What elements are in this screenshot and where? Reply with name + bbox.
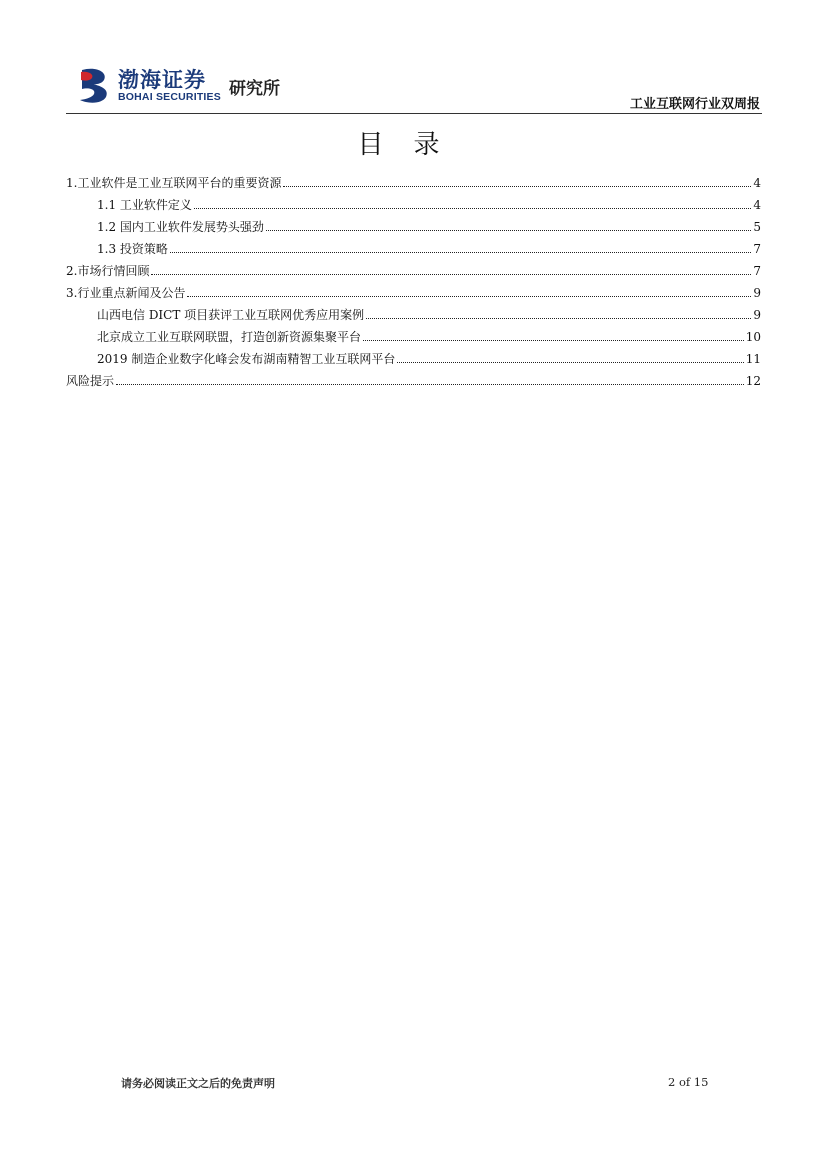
toc-entry[interactable]	[66, 366, 761, 388]
toc-dot-leader	[151, 274, 751, 275]
toc-entry-page: 7	[753, 242, 761, 256]
toc-entry-label: 山西电信 DICT 项目获评工业互联网优秀应用案例	[97, 308, 365, 322]
toc-entry[interactable]	[66, 344, 761, 366]
header-divider	[66, 113, 762, 114]
toc-entry-page: 11	[745, 352, 761, 366]
toc-entry-label: 1.工业软件是工业互联网平台的重要资源	[66, 176, 282, 190]
toc-dot-leader	[283, 186, 751, 187]
toc-entry-page: 12	[745, 374, 761, 388]
toc-entry[interactable]	[66, 256, 761, 278]
toc-entry[interactable]	[66, 234, 761, 256]
toc-entry-label: 2019 制造企业数字化峰会发布湖南精智工业互联网平台	[97, 352, 396, 366]
page-header	[66, 58, 762, 114]
toc-entry[interactable]	[66, 300, 761, 322]
toc-entry-page: 4	[753, 176, 761, 190]
toc-dot-leader	[194, 208, 751, 209]
toc-entry[interactable]	[66, 278, 761, 300]
toc-entry[interactable]	[66, 190, 761, 212]
toc-entry-label: 2.市场行情回顾	[66, 264, 150, 278]
toc-entry-label: 北京成立工业互联网联盟，打造创新资源集聚平台	[97, 330, 362, 344]
toc-dot-leader	[366, 318, 751, 319]
footer-page-number: 2 of 15	[668, 1075, 709, 1089]
toc-entry-page: 4	[753, 198, 761, 212]
report-title: 工业互联网行业双周报	[629, 97, 760, 112]
logo-english-name: BOHAI SECURITIES	[118, 91, 221, 103]
logo-department: 研究所	[229, 79, 280, 99]
toc-entry-label: 风险提示	[66, 374, 115, 388]
table-of-contents	[66, 168, 761, 388]
logo-chinese-name: 渤海证券	[118, 68, 206, 92]
toc-entry-page: 10	[745, 330, 761, 344]
footer-disclaimer: 请务必阅读正文之后的免责声明	[121, 1077, 275, 1090]
toc-entry-label: 1.2 国内工业软件发展势头强劲	[97, 220, 264, 234]
toc-entry-page: 7	[753, 264, 761, 278]
toc-dot-leader	[170, 252, 751, 253]
toc-dot-leader	[116, 384, 744, 385]
toc-dot-leader	[187, 296, 751, 297]
toc-entry-page: 9	[753, 286, 761, 300]
toc-entry[interactable]	[66, 322, 761, 344]
toc-entry[interactable]	[66, 168, 761, 190]
toc-entry-label: 3.行业重点新闻及公告	[66, 286, 186, 300]
toc-entry[interactable]	[66, 212, 761, 234]
toc-entry-page: 5	[753, 220, 761, 234]
toc-entry-label: 1.3 投资策略	[97, 242, 168, 256]
bohai-logo-icon	[78, 66, 112, 104]
toc-dot-leader	[397, 362, 743, 363]
toc-dot-leader	[266, 230, 751, 231]
toc-dot-leader	[363, 340, 744, 341]
toc-entry-page: 9	[753, 308, 761, 322]
toc-title: 目录	[357, 130, 470, 160]
toc-entry-label: 1.1 工业软件定义	[97, 198, 192, 212]
